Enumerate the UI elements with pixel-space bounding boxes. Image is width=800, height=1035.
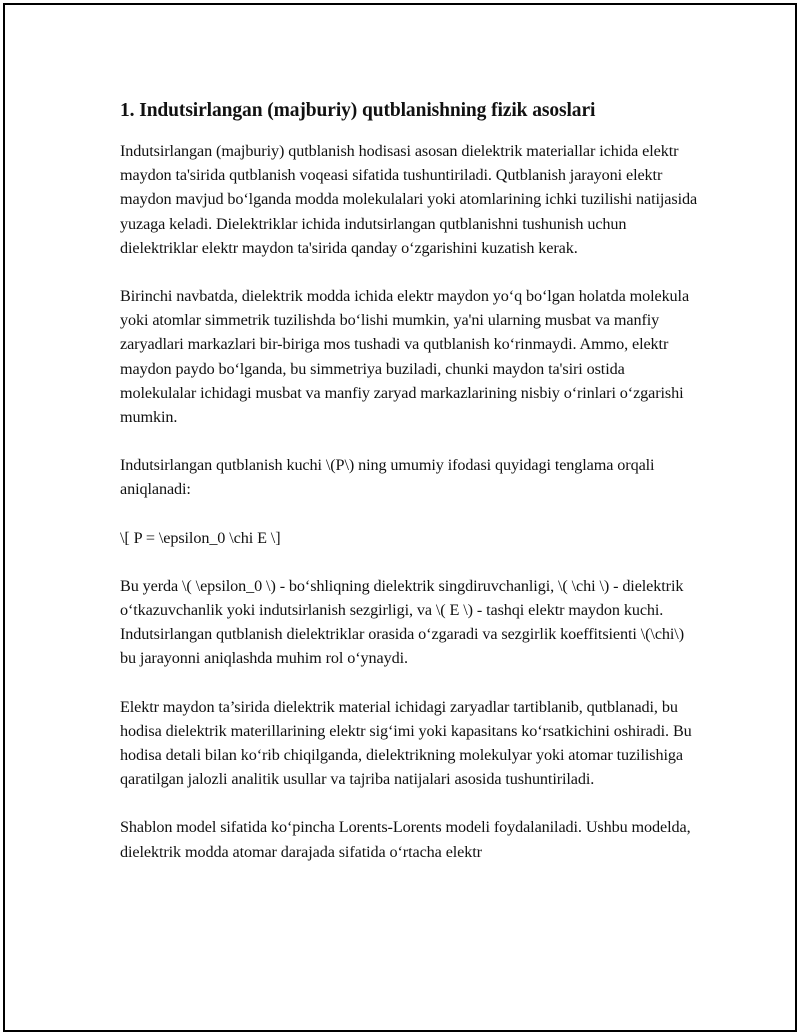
section-title: 1. Indutsirlangan (majburiy) qutblanishning fizik asoslari: [120, 100, 596, 121]
paragraph-lorentz-model: Shablon model sifatida ko‘pincha Lorents-Lorents modeli foydalaniladi. Ushbu modelda, dielektrik modda atomar darajada sifatida o‘rtacha elektr: [120, 818, 691, 861]
document-body: [120, 93, 700, 888]
paragraph-polarization-definition: Indutsirlangan qutblanish kuchi \(P\) ning umumiy ifodasi quyidagi tenglama orqali aniqlanadi:: [120, 456, 655, 499]
paragraph-formula-explanation: Bu yerda \( \epsilon_0 \) - bo‘shliqning dielektrik singdiruvchanligi, \( \chi \) - dielektrik o‘tkazuvchanlik yoki indutsirlanish sezgirligi, va \( E \) - tashqi elektr maydon kuchi. Indutsirlangan qutblanish dielektriklar orasida o‘zgaradi va sezgirlik koeffitsienti \(\chi\) bu jarayonni aniqlashda muhim rol o‘ynaydi.: [120, 576, 684, 668]
formula-line: \[ P = \epsilon_0 \chi E \]: [120, 528, 281, 547]
paragraph-intro: Indutsirlangan (majburiy) qutblanish hodisasi asosan dielektrik materiallar ichida elektr maydon ta'sirida qutblanish voqeasi sifatida tushuntiriladi. Qutblanish jarayoni elektr maydon mavjud bo‘lganda modda molekulalari yoki atomlarining ichki tuzilishi natijasida yuzaga keladi. Dielektriklar ichida indutsirlangan qutblanishni tushunish uchun dielektriklar elektr maydon ta'sirida qanday o‘zgarishini kuzatish kerak.: [120, 142, 698, 257]
paragraph-symmetry: Birinchi navbatda, dielektrik modda ichida elektr maydon yo‘q bo‘lgan holatda molekula yoki atomlar simmetrik tuzilishda bo‘lishi mumkin, ya'ni ularning musbat va manfiy zaryadlari markazlari bir-biriga mos tushadi va qutblanish ko‘rinmaydi. Ammo, elektr maydon paydo bo‘lganda, bu simmetriya buziladi, chunki maydon ta'siri ostida molekulalar ichidagi musbat va manfiy zaryad markazlarining nisbiy o‘rinlari o‘zgarishi mumkin.: [120, 287, 690, 427]
paragraph-charge-ordering: Elektr maydon ta’sirida dielektrik material ichidagi zaryadlar tartiblanib, qutblanadi, bu hodisa dielektrik materillarining elektr sig‘imi yoki kapasitans ko‘rsatkichini oshiradi. Bu hodisa detali bilan ko‘rib chiqilganda, dielektrikning molekulyar yoki atomar tuzilishiga qaratilgan jalozli analitik usullar va tajriba natijalari asosida tushuntiriladi.: [120, 697, 692, 789]
page-frame: [3, 3, 797, 1032]
